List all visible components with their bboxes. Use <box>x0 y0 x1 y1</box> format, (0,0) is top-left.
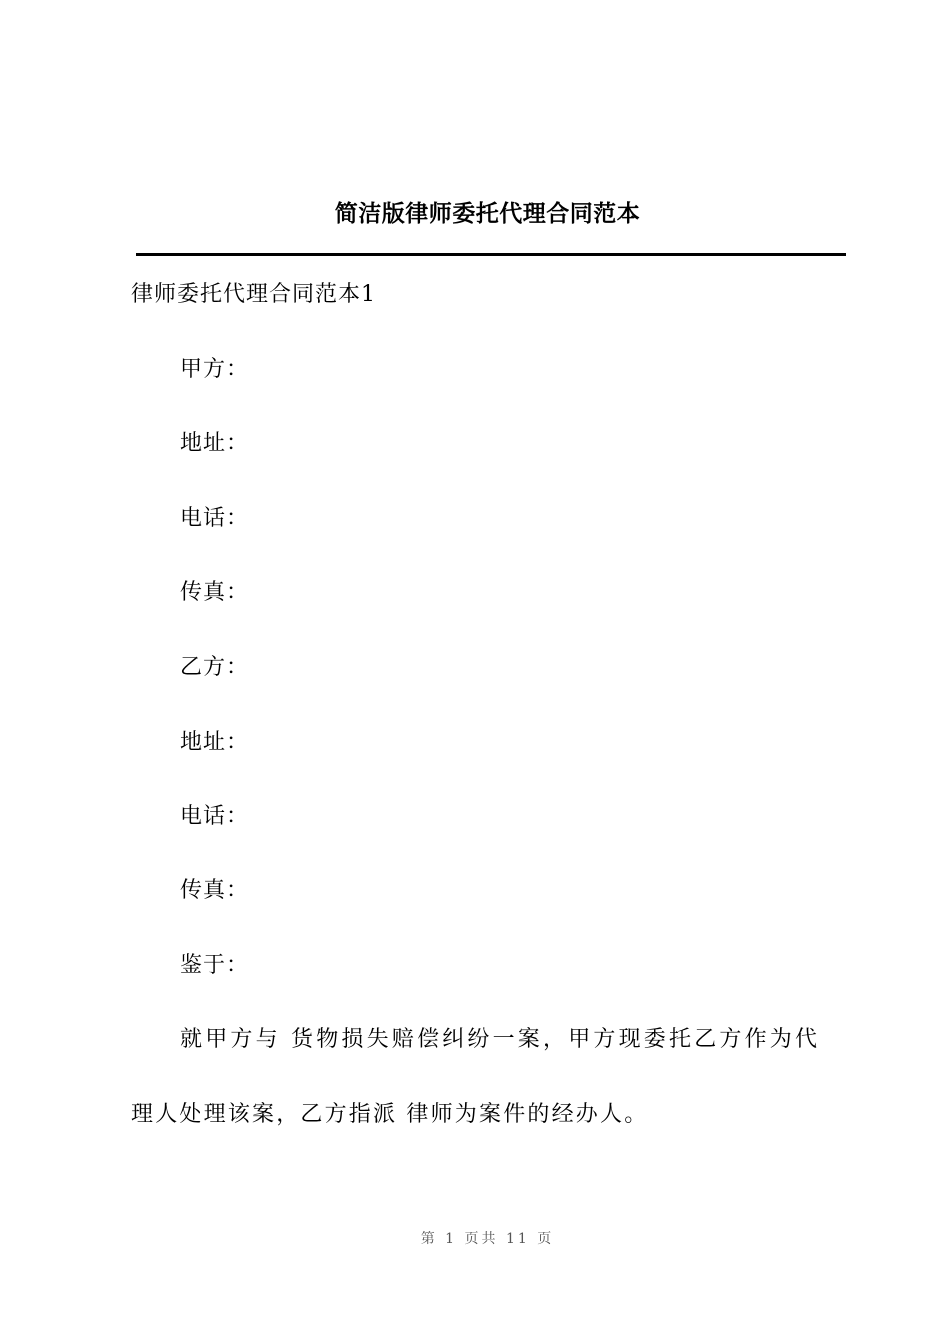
party-b-address: 地址： <box>180 730 250 755</box>
whereas-label: 鉴于： <box>180 953 250 978</box>
party-a-phone: 电话： <box>180 506 250 531</box>
party-b-phone: 电话： <box>180 804 250 829</box>
paragraph-line-1: 就甲方与 货物损失赔偿纠纷一案，甲方现委托乙方作为代 <box>180 1027 821 1052</box>
section-heading: 律师委托代理合同范本1 <box>131 282 376 307</box>
party-a-address: 地址： <box>180 431 250 456</box>
title-underline <box>136 253 846 256</box>
party-b-fax: 传真： <box>180 878 250 903</box>
party-a-fax: 传真： <box>180 580 250 605</box>
paragraph-line-2: 理人处理该案，乙方指派 律师为案件的经办人。 <box>131 1102 649 1127</box>
party-b-label: 乙方： <box>180 655 250 680</box>
page-footer: 第 1 页共 11 页 <box>420 1231 555 1247</box>
party-a-label: 甲方： <box>180 357 250 382</box>
document-title: 简洁版律师委托代理合同范本 <box>334 201 641 227</box>
